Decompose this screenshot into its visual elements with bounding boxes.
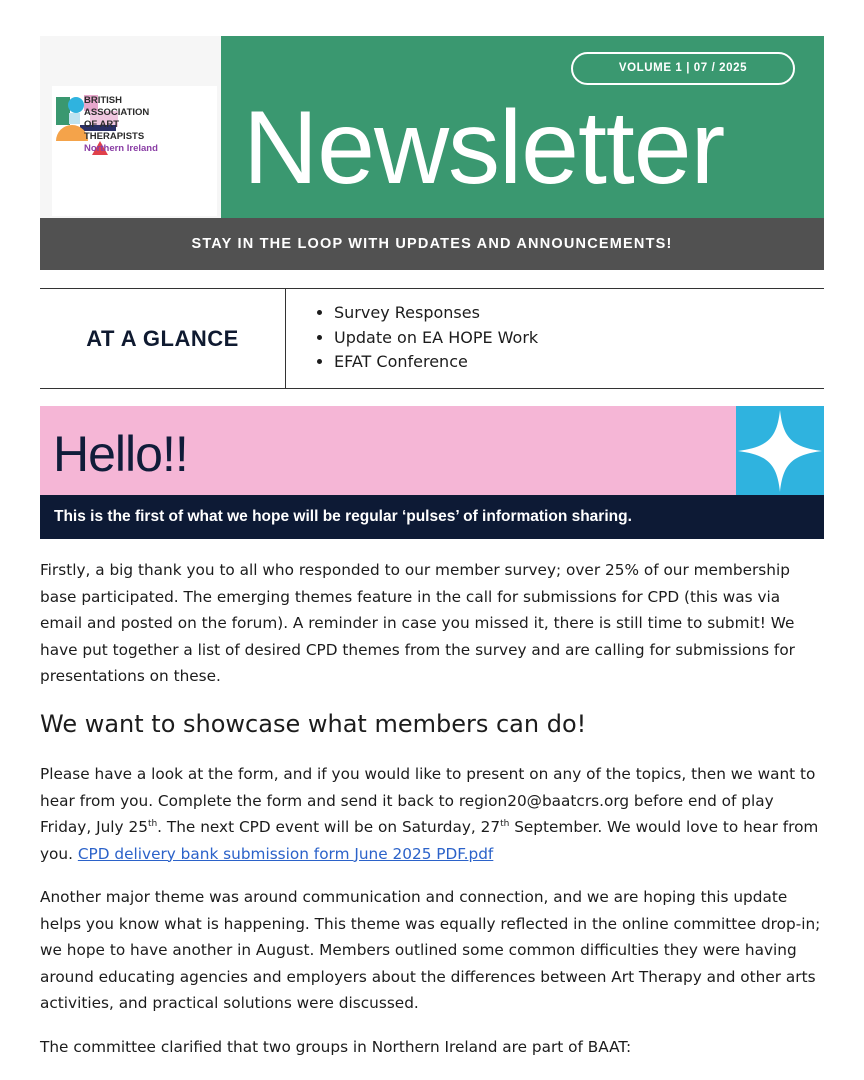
ordinal-suffix: th	[147, 818, 158, 829]
logo-line: THERAPISTS	[84, 131, 145, 142]
hello-heading: Hello!!	[53, 426, 188, 482]
at-a-glance-heading: AT A GLANCE	[40, 289, 286, 388]
list-item: • Survey Responses	[334, 301, 538, 326]
logo-line: BRITISH	[84, 95, 122, 106]
at-a-glance-list	[314, 301, 538, 375]
committee-paragraph: The committee clarified that two groups in Northern Ireland are part of BAAT:	[40, 1038, 632, 1056]
newsletter-title: Newsletter	[243, 90, 725, 206]
form-text: . The next CPD event will be on Saturday, 27	[157, 818, 501, 836]
tagline-bar: STAY IN THE LOOP WITH UPDATES AND ANNOUNCEMENTS!	[40, 218, 824, 270]
list-item: • EFAT Conference	[334, 350, 538, 375]
logo-wordmark	[84, 95, 158, 155]
logo-shape-green	[56, 97, 70, 125]
form-paragraph	[40, 761, 824, 867]
logo-shape-light	[69, 113, 80, 124]
logo-line: ASSOCIATION	[84, 107, 150, 118]
logo-shape-blue-circle	[68, 97, 84, 113]
logo-line: OF ART	[84, 119, 120, 130]
hello-subtitle: This is the first of what we hope will be regular ‘pulses’ of information sharing.	[40, 495, 824, 539]
section-heading: We want to showcase what members can do!	[40, 710, 587, 738]
form-text: September. We would love to hear from you.	[40, 818, 819, 863]
at-a-glance-box	[40, 288, 824, 389]
list-item: • Update on EA HOPE Work	[334, 326, 538, 351]
volume-badge: VOLUME 1 | 07 / 2025	[571, 52, 795, 85]
form-text: Please have a look at the form, and if you would like to present on any of the topics, then we want to hear from you. Complete the form and send it back to region20@baatcrs.org before end of play Friday, July 25	[40, 765, 816, 836]
sparkle-tile	[736, 406, 824, 495]
intro-paragraph: Firstly, a big thank you to all who responded to our member survey; over 25% of our membership base participated. The emerging themes feature in the call for submissions for CPD (this was via email and posted on the forum). A reminder in case you missed it, there is still time to submit! We have put together a list of desired CPD themes from the survey and are calling for submissions for presentations on these.	[40, 561, 795, 685]
logo-region: Northern Ireland	[84, 143, 158, 154]
communication-paragraph: Another major theme was around communication and connection, and we are hoping this update helps you know what is happening. This theme was equally reflected in the online committee drop-in; we hope to have another in August. Members outlined some common difficulties they were having around educating agencies and employers about the differences between Art Therapy and other arts activities, and practical solutions were discussed.	[40, 888, 821, 1012]
submission-form-link[interactable]: CPD delivery bank submission form June 2025 PDF.pdf	[77, 844, 494, 863]
sparkle-icon	[736, 406, 824, 495]
ordinal-suffix: th	[500, 818, 510, 829]
